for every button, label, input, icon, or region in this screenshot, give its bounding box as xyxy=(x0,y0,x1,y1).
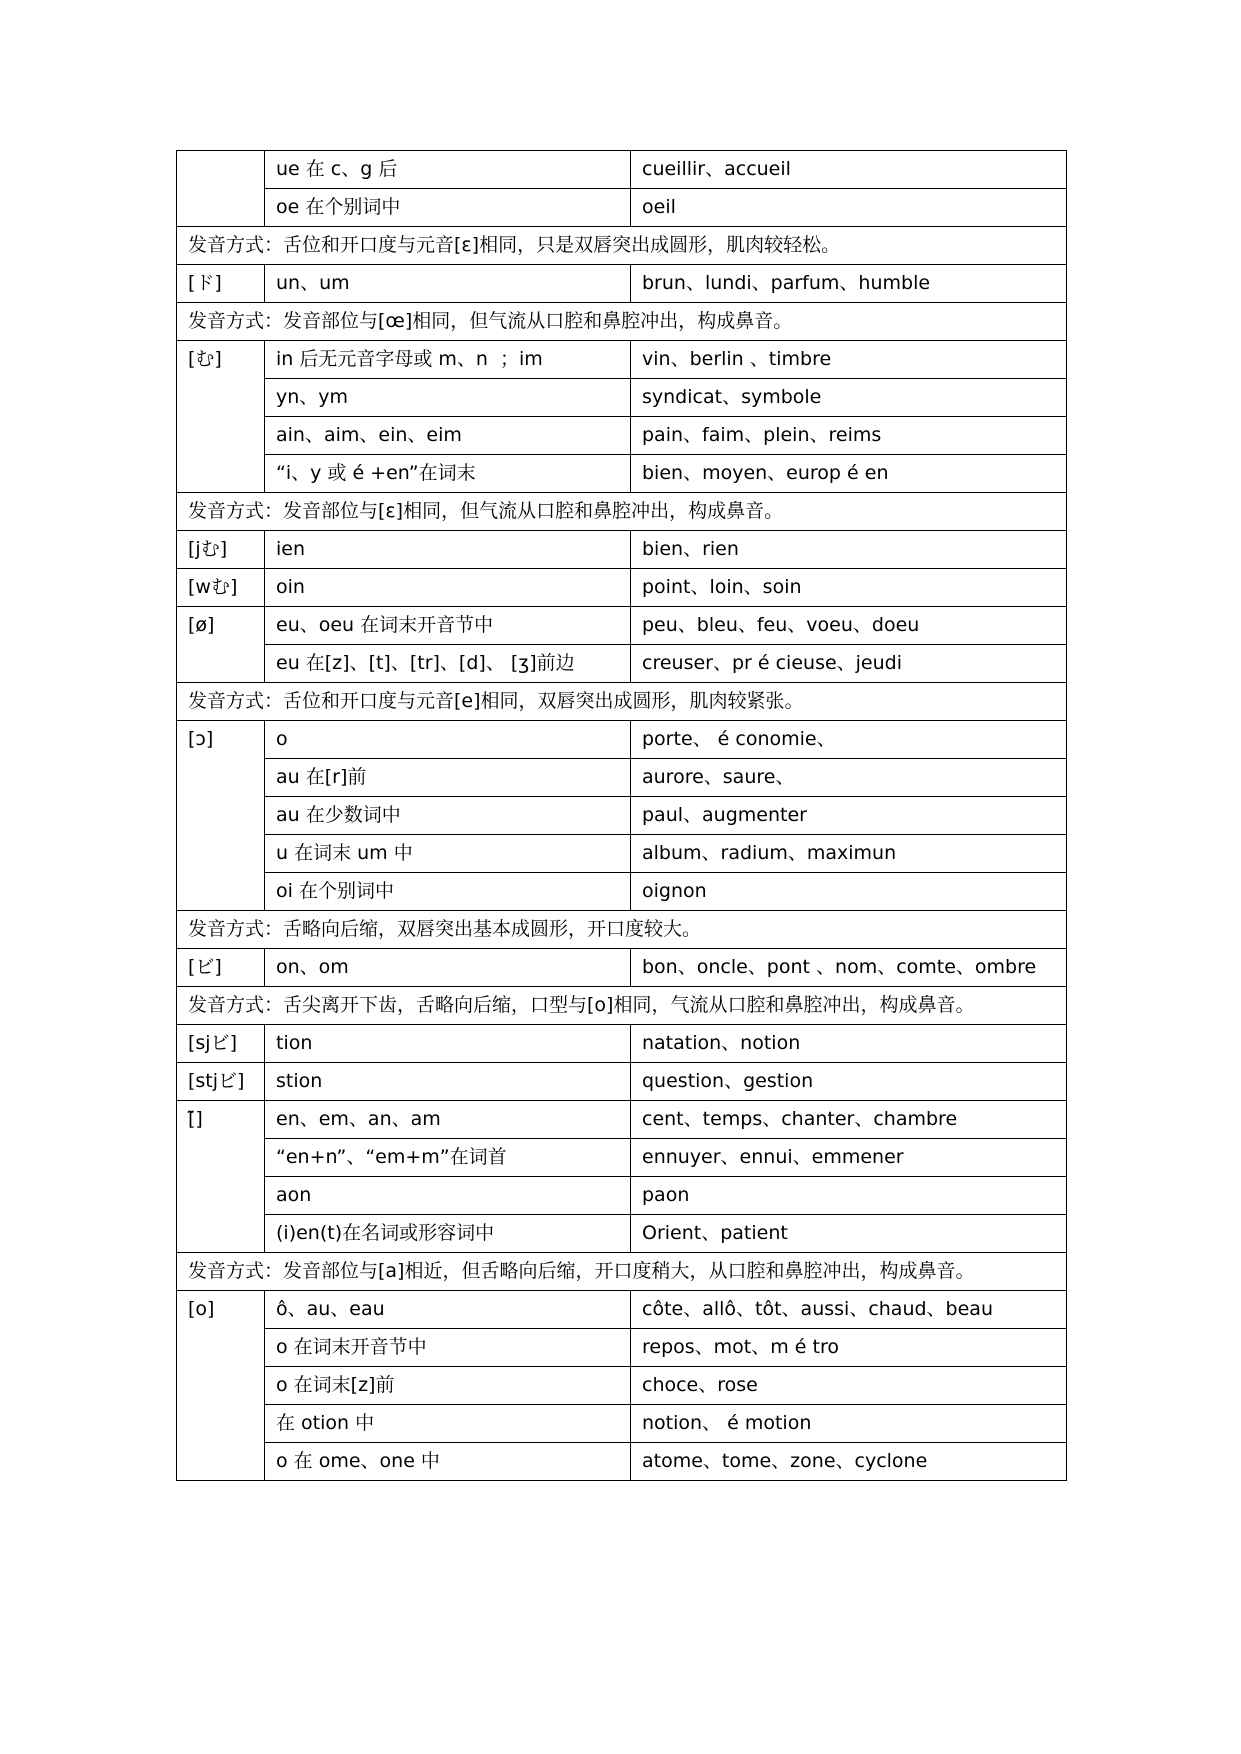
table-row xyxy=(177,151,1067,189)
spelling-cell: aon xyxy=(265,1177,631,1215)
table-row xyxy=(177,1063,1067,1101)
phonetic-symbol-cell: [ɔ] xyxy=(177,721,265,911)
examples-cell: bon、oncle、pont 、nom、comte、ombre xyxy=(631,949,1067,987)
table-row xyxy=(177,1101,1067,1139)
examples-cell: côte、allô、tôt、aussi、chaud、beau xyxy=(631,1291,1067,1329)
spelling-cell: in 后无元音字母或 m、n ；im xyxy=(265,341,631,379)
examples-cell: aurore、saure、 xyxy=(631,759,1067,797)
table-body xyxy=(177,151,1067,1481)
phonetic-symbol-cell: [sjビ] xyxy=(177,1025,265,1063)
spelling-cell: u 在词末 um 中 xyxy=(265,835,631,873)
note-row xyxy=(177,683,1067,721)
table-row xyxy=(177,1405,1067,1443)
table-row xyxy=(177,455,1067,493)
phonetic-symbol-cell: [ビ] xyxy=(177,949,265,987)
spelling-cell: en、em、an、am xyxy=(265,1101,631,1139)
examples-cell: notion、 é motion xyxy=(631,1405,1067,1443)
table-row xyxy=(177,341,1067,379)
table-row xyxy=(177,1291,1067,1329)
pronunciation-note: 发音方式：发音部位与[ε]相同，但气流从口腔和鼻腔冲出，构成鼻音。 xyxy=(177,493,1067,531)
examples-cell: brun、lundi、parfum、humble xyxy=(631,265,1067,303)
phonetic-symbol-cell: [̃] xyxy=(177,1101,265,1253)
examples-cell: bien、moyen、europ é en xyxy=(631,455,1067,493)
table-row xyxy=(177,645,1067,683)
table-row xyxy=(177,873,1067,911)
note-row xyxy=(177,1253,1067,1291)
phonetic-symbol-cell xyxy=(177,151,265,227)
examples-cell: natation、notion xyxy=(631,1025,1067,1063)
table-row xyxy=(177,1215,1067,1253)
spelling-cell: ien xyxy=(265,531,631,569)
examples-cell: oeil xyxy=(631,189,1067,227)
pronunciation-note: 发音方式：舌位和开口度与元音[ε]相同，只是双唇突出成圆形，肌肉较轻松。 xyxy=(177,227,1067,265)
document-page xyxy=(176,150,1066,1481)
note-row xyxy=(177,303,1067,341)
table-row xyxy=(177,797,1067,835)
spelling-cell: “en+n”、“em+m”在词首 xyxy=(265,1139,631,1177)
pronunciation-table xyxy=(176,150,1067,1481)
examples-cell: oignon xyxy=(631,873,1067,911)
pronunciation-note: 发音方式：发音部位与[œ]相同，但气流从口腔和鼻腔冲出，构成鼻音。 xyxy=(177,303,1067,341)
spelling-cell: oin xyxy=(265,569,631,607)
table-row xyxy=(177,265,1067,303)
spelling-cell: on、om xyxy=(265,949,631,987)
spelling-cell: un、um xyxy=(265,265,631,303)
phonetic-symbol-cell: [ø] xyxy=(177,607,265,683)
pronunciation-note: 发音方式：发音部位与[a]相近，但舌略向后缩，开口度稍大，从口腔和鼻腔冲出，构成鼻音。 xyxy=(177,1253,1067,1291)
spelling-cell: (i)en(t)在名词或形容词中 xyxy=(265,1215,631,1253)
table-row xyxy=(177,1025,1067,1063)
table-row xyxy=(177,1443,1067,1481)
table-row xyxy=(177,949,1067,987)
examples-cell: cent、temps、chanter、chambre xyxy=(631,1101,1067,1139)
examples-cell: ennuyer、ennui、emmener xyxy=(631,1139,1067,1177)
examples-cell: repos、mot、m é tro xyxy=(631,1329,1067,1367)
examples-cell: point、loin、soin xyxy=(631,569,1067,607)
examples-cell: pain、faim、plein、reims xyxy=(631,417,1067,455)
spelling-cell: ô、au、eau xyxy=(265,1291,631,1329)
examples-cell: paul、augmenter xyxy=(631,797,1067,835)
spelling-cell: ue 在 c、g 后 xyxy=(265,151,631,189)
spelling-cell: eu 在[z]、[t]、[tr]、[d]、 [ʒ]前边 xyxy=(265,645,631,683)
table-row xyxy=(177,379,1067,417)
note-row xyxy=(177,227,1067,265)
table-row xyxy=(177,417,1067,455)
pronunciation-note: 发音方式：舌略向后缩，双唇突出基本成圆形，开口度较大。 xyxy=(177,911,1067,949)
spelling-cell: o 在词末[z]前 xyxy=(265,1367,631,1405)
note-row xyxy=(177,987,1067,1025)
table-row xyxy=(177,531,1067,569)
examples-cell: question、gestion xyxy=(631,1063,1067,1101)
examples-cell: cueillir、accueil xyxy=(631,151,1067,189)
spelling-cell: 在 otion 中 xyxy=(265,1405,631,1443)
spelling-cell: oi 在个别词中 xyxy=(265,873,631,911)
spelling-cell: ain、aim、ein、eim xyxy=(265,417,631,455)
examples-cell: Orient、patient xyxy=(631,1215,1067,1253)
spelling-cell: eu、oeu 在词末开音节中 xyxy=(265,607,631,645)
phonetic-symbol-cell: [stjビ] xyxy=(177,1063,265,1101)
spelling-cell: o 在 ome、one 中 xyxy=(265,1443,631,1481)
spelling-cell: o xyxy=(265,721,631,759)
spelling-cell: o 在词末开音节中 xyxy=(265,1329,631,1367)
spelling-cell: au 在少数词中 xyxy=(265,797,631,835)
table-row xyxy=(177,721,1067,759)
examples-cell: paon xyxy=(631,1177,1067,1215)
examples-cell: syndicat、symbole xyxy=(631,379,1067,417)
table-row xyxy=(177,835,1067,873)
table-row xyxy=(177,569,1067,607)
spelling-cell: au 在[r]前 xyxy=(265,759,631,797)
phonetic-symbol-cell: [jむ] xyxy=(177,531,265,569)
table-row xyxy=(177,759,1067,797)
examples-cell: peu、bleu、feu、voeu、doeu xyxy=(631,607,1067,645)
table-row xyxy=(177,1177,1067,1215)
note-row xyxy=(177,493,1067,531)
phonetic-symbol-cell: [wむ] xyxy=(177,569,265,607)
table-row xyxy=(177,189,1067,227)
phonetic-symbol-cell: [o] xyxy=(177,1291,265,1481)
table-row xyxy=(177,1367,1067,1405)
spelling-cell: oe 在个别词中 xyxy=(265,189,631,227)
phonetic-symbol-cell: [ド] xyxy=(177,265,265,303)
note-row xyxy=(177,911,1067,949)
examples-cell: bien、rien xyxy=(631,531,1067,569)
table-row xyxy=(177,1139,1067,1177)
examples-cell: creuser、pr é cieuse、jeudi xyxy=(631,645,1067,683)
spelling-cell: “i、y 或 é +en”在词末 xyxy=(265,455,631,493)
spelling-cell: tion xyxy=(265,1025,631,1063)
examples-cell: porte、 é conomie、 xyxy=(631,721,1067,759)
table-row xyxy=(177,1329,1067,1367)
examples-cell: album、radium、maximun xyxy=(631,835,1067,873)
examples-cell: vin、berlin 、timbre xyxy=(631,341,1067,379)
examples-cell: atome、tome、zone、cyclone xyxy=(631,1443,1067,1481)
spelling-cell: yn、ym xyxy=(265,379,631,417)
spelling-cell: stion xyxy=(265,1063,631,1101)
table-row xyxy=(177,607,1067,645)
examples-cell: choce、rose xyxy=(631,1367,1067,1405)
phonetic-symbol-cell: [む] xyxy=(177,341,265,493)
pronunciation-note: 发音方式：舌尖离开下齿，舌略向后缩，口型与[o]相同，气流从口腔和鼻腔冲出，构成鼻音。 xyxy=(177,987,1067,1025)
pronunciation-note: 发音方式：舌位和开口度与元音[e]相同，双唇突出成圆形，肌肉较紧张。 xyxy=(177,683,1067,721)
